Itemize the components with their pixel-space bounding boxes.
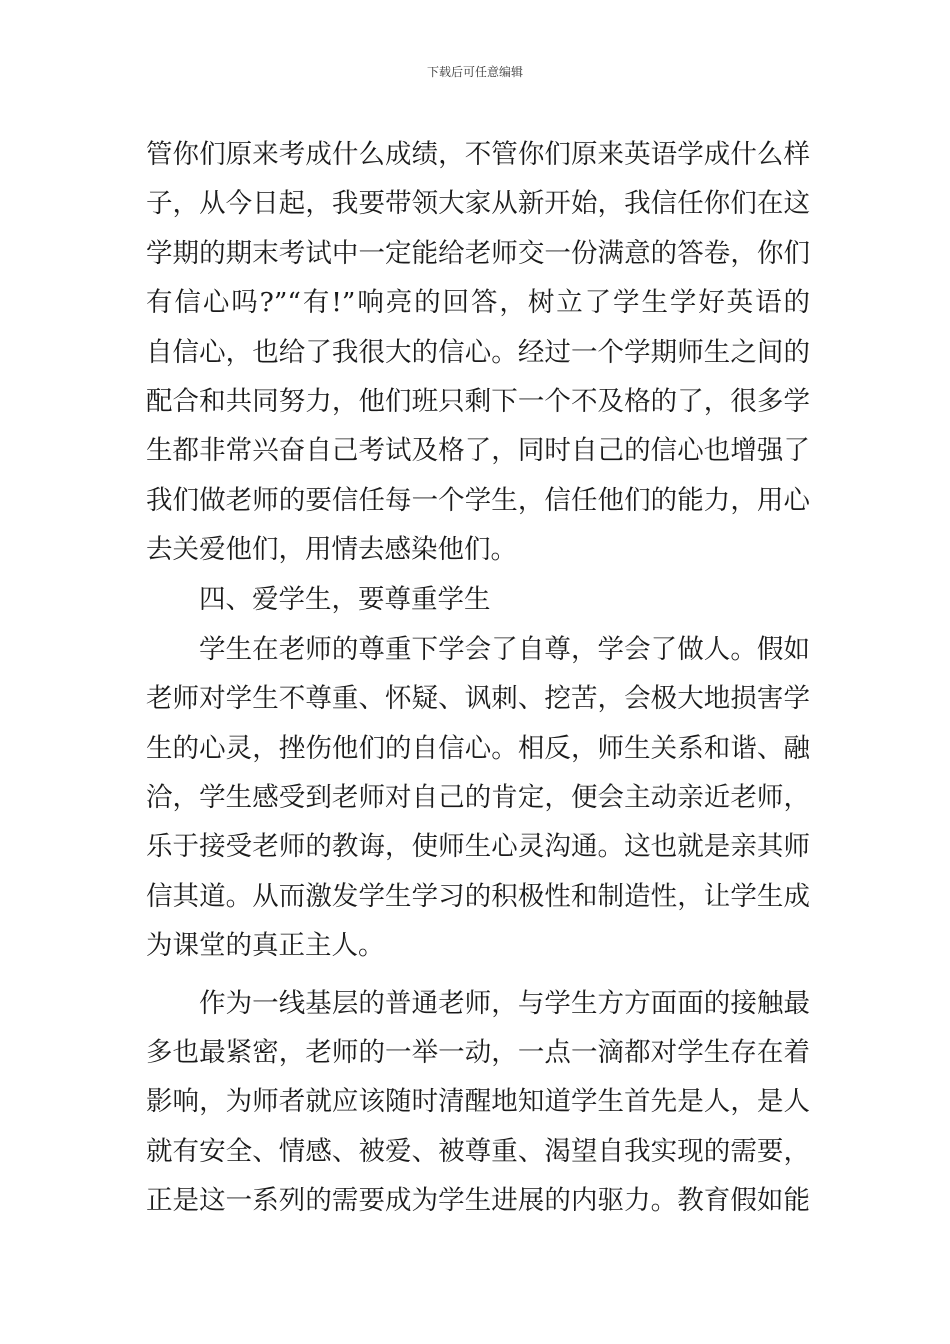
page-header: 下载后可任意编辑 — [426, 65, 523, 79]
text-line: 多也最紧密，老师的一举一动，一点一滴都对学生存在着 — [146, 1037, 810, 1069]
text-line: 管你们原来考成什么成绩，不管你们原来英语学成什么样 — [146, 139, 810, 170]
heading-line: 四、爱学生，要尊重学生 — [199, 583, 491, 615]
text-line: 为课堂的真正主人。 — [146, 930, 385, 962]
text-line: 乐于接受老师的教诲，使师生心灵沟通。这也就是亲其师 — [146, 831, 810, 863]
text-line: 影响，为师者就应该随时清醒地知道学生首先是人，是人 — [146, 1086, 810, 1118]
paragraph-1 — [146, 130, 810, 575]
text-line: 作为一线基层的普通老师，与学生方方面面的接触最 — [199, 987, 810, 1019]
text-line: 我们做老师的要信任每一个学生，信任他们的能力，用心 — [146, 484, 810, 516]
text-line: 正是这一系列的需要成为学生进展的内驱力。教育假如能 — [146, 1185, 810, 1217]
text-line: 有信心吗?”“有!”响亮的回答，树立了学生学好英语的 — [146, 287, 810, 319]
text-line: 自信心，也给了我很大的信心。经过一个学期师生之间的 — [146, 336, 810, 368]
text-line: 学期的期末考试中一定能给老师交一份满意的答卷，你们 — [146, 237, 810, 269]
paragraph-2 — [146, 625, 810, 971]
text-line: 老师对学生不尊重、怀疑、讽刺、挖苦，会极大地损害学 — [146, 683, 810, 715]
text-line: 去关爱他们，用情去感染他们。 — [146, 534, 517, 566]
section-heading — [146, 575, 810, 624]
text-line: 就有安全、情感、被爱、被尊重、渴望自我实现的需要， — [146, 1135, 810, 1167]
text-line: 学生在老师的尊重下学会了自尊，学会了做人。假如 — [199, 633, 810, 665]
paragraph-3 — [146, 979, 810, 1226]
text-line: 生都非常兴奋自己考试及格了，同时自己的信心也增强了 — [146, 435, 810, 467]
document-body — [146, 130, 810, 1226]
text-line: 配合和共同努力，他们班只剩下一个不及格的了，很多学 — [146, 385, 810, 417]
text-line: 生的心灵，挫伤他们的自信心。相反，师生关系和谐、融 — [146, 732, 810, 764]
text-line: 子，从今日起，我要带领大家从新开始，我信任你们在这 — [146, 188, 810, 220]
text-line: 洽，学生感受到老师对自己的肯定，便会主动亲近老师， — [146, 782, 810, 814]
text-line: 信其道。从而激发学生学习的积极性和制造性，让学生成 — [146, 880, 810, 912]
